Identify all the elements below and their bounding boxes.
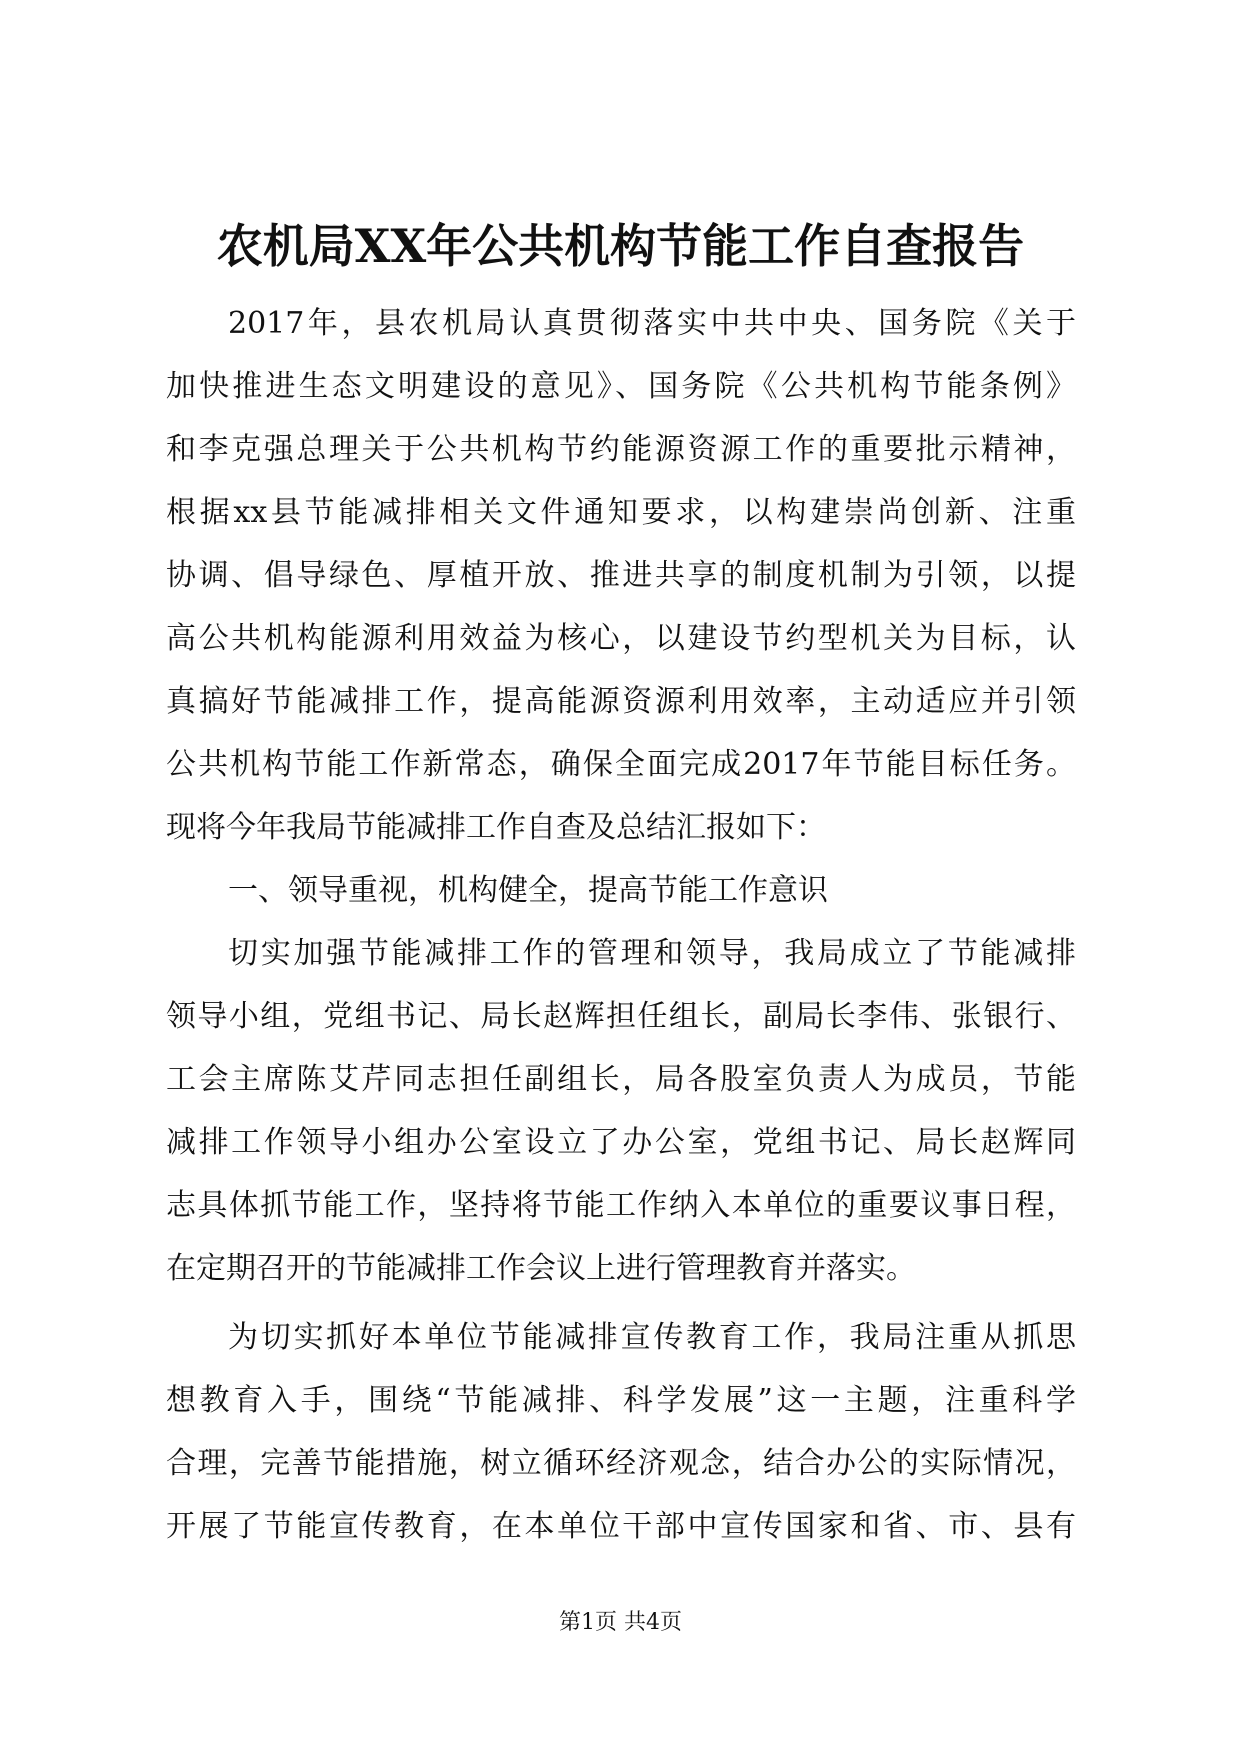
paragraph-line: 开展了节能宣传教育，在本单位干部中宣传国家和省、市、县有	[166, 1509, 1076, 1544]
paragraph-line: 高公共机构能源利用效益为核心，以建设节约型机关为目标，认	[166, 621, 1076, 656]
section-heading: 一、领导重视，机构健全，提高节能工作意识	[228, 873, 828, 908]
paragraph-line: 2017年，县农机局认真贯彻落实中共中央、国务院《关于	[228, 306, 1076, 341]
paragraph-line: 想教育入手，围绕“节能减排、科学发展”这一主题，注重科学	[166, 1383, 1076, 1418]
paragraph-line: 根据xx县节能减排相关文件通知要求，以构建崇尚创新、注重	[166, 495, 1076, 530]
paragraph-line: 加快推进生态文明建设的意见》、国务院《公共机构节能条例》	[166, 369, 1076, 404]
paragraph-line: 真搞好节能减排工作，提高能源资源利用效率，主动适应并引领	[166, 684, 1076, 719]
paragraph-line: 合理，完善节能措施，树立循环经济观念，结合办公的实际情况，	[166, 1446, 1076, 1481]
document-body	[166, 292, 1076, 1558]
paragraph-line: 公共机构节能工作新常态，确保全面完成2017年节能目标任务。	[166, 747, 1076, 782]
paragraph-line: 和李克强总理关于公共机构节约能源资源工作的重要批示精神，	[166, 432, 1076, 467]
paragraph-line: 现将今年我局节能减排工作自查及总结汇报如下：	[166, 810, 826, 845]
paragraph-line: 在定期召开的节能减排工作会议上进行管理教育并落实。	[166, 1251, 916, 1286]
paragraph-line: 切实加强节能减排工作的管理和领导，我局成立了节能减排	[228, 936, 1076, 971]
paragraph-line: 协调、倡导绿色、厚植开放、推进共享的制度机制为引领，以提	[166, 558, 1076, 593]
paragraph-line: 减排工作领导小组办公室设立了办公室，党组书记、局长赵辉同	[166, 1125, 1076, 1160]
paragraph-line: 志具体抓节能工作，坚持将节能工作纳入本单位的重要议事日程，	[166, 1188, 1076, 1223]
paragraph-line: 工会主席陈艾芹同志担任副组长，局各股室负责人为成员，节能	[166, 1062, 1076, 1097]
paragraph-line: 领导小组，党组书记、局长赵辉担任组长，副局长李伟、张银行、	[166, 999, 1076, 1034]
document-title: 农机局XX年公共机构节能工作自查报告	[216, 219, 1025, 273]
page-number-footer: 第1页 共4页	[559, 1610, 682, 1635]
paragraph-line: 为切实抓好本单位节能减排宣传教育工作，我局注重从抓思	[228, 1320, 1076, 1355]
